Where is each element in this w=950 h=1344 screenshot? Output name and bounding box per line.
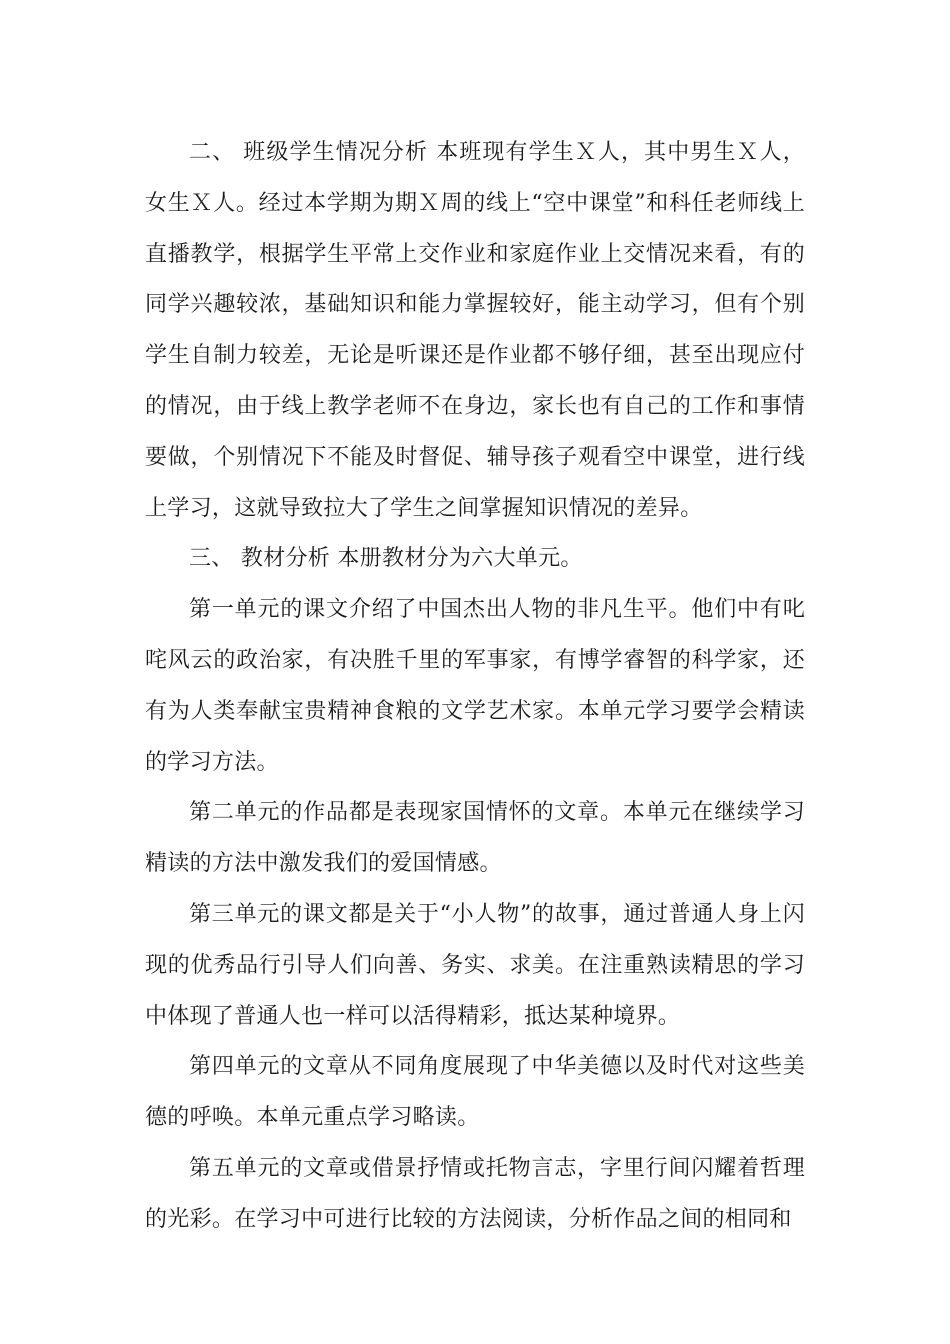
paragraph-unit-2: 第二单元的作品都是表现家国情怀的文章。本单元在继续学习精读的方法中激发我们的爱国情感。 (145, 800, 805, 877)
paragraph-unit-1: 第一单元的课文介绍了中国杰出人物的非凡生平。他们中有叱咤风云的政治家，有决胜千里的军事家，有博学睿智的科学家，还有为人类奉献宝贵精神食粮的文学艺术家。本单元学习要学会精读的学习方法。 (145, 597, 805, 775)
paragraph-unit-3: 第三单元的课文都是关于“小人物”的故事，通过普通人身上闪现的优秀品行引导人们向善、务实、求美。在注重熟读精思的学习中体现了普通人也一样可以活得精彩，抵达某种境界。 (145, 901, 805, 1029)
paragraph-textbook-analysis: 三、 教材分析 本册教材分为六大单元。 (189, 546, 583, 572)
paragraph-unit-5: 第五单元的文章或借景抒情或托物言志，字里行间闪耀着哲理的光彩。在学习中可进行比较的方法阅读，分析作品之间的相同和 (145, 1155, 805, 1232)
paragraph-student-analysis: 二、 班级学生情况分析 本班现有学生Ｘ人，其中男生Ｘ人，女生Ｘ人。经过本学期为期Ｘ周的线上“空中课堂”和科任老师线上直播教学，根据学生平常上交作业和家庭作业上交情况来看，有的同学兴趣较浓，基础知识和能力掌握较好，能主动学习，但有个别学生自制力较差，无论是听课还是作业都不够仔细，甚至出现应付的情况，由于线上教学老师不在身边，家长也有自己的工作和事情要做，个别情况下不能及时督促、辅导孩子观看空中课堂，进行线上学习，这就导致拉大了学生之间掌握知识情况的差异。 (145, 140, 805, 521)
paragraph-unit-4: 第四单元的文章从不同角度展现了中华美德以及时代对这些美德的呼唤。本单元重点学习略读。 (145, 1054, 805, 1131)
body-text (145, 128, 805, 1246)
